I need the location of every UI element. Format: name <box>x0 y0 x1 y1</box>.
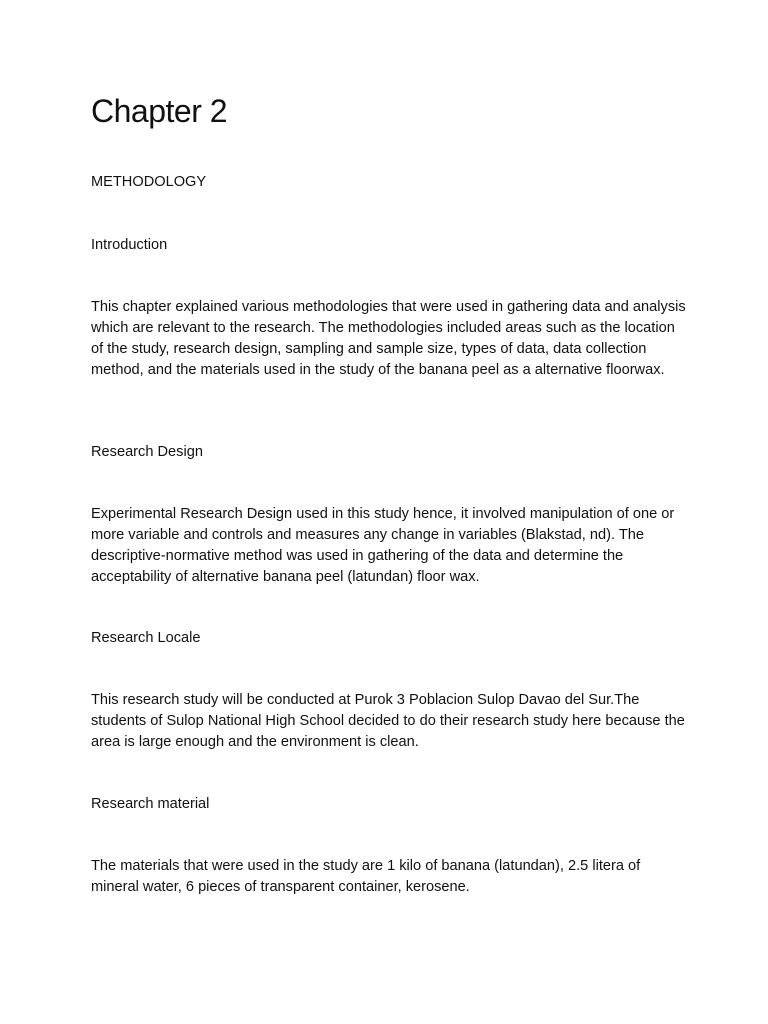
section-heading-research-locale: Research Locale <box>91 630 201 646</box>
section-heading-introduction: Introduction <box>91 237 168 253</box>
paragraph-research-material: The materials that were used in the study are 1 kilo of banana (latundan), 2.5 litera of mineral water, 6 pieces of transparent container, kerosene. <box>91 858 641 895</box>
paragraph-research-design: Experimental Research Design used in this study hence, it involved manipulation of one or more variable and controls and measures any change in variables (Blakstad, nd). The descriptive-normative method was used in gathering of the data and determine the acceptability of alternative banana peel (latundan) floor wax. <box>91 506 675 585</box>
section-heading-research-design: Research Design <box>91 444 203 460</box>
section-label: METHODOLOGY <box>91 174 207 190</box>
chapter-title: Chapter 2 <box>91 93 228 129</box>
paragraph-research-locale: This research study will be conducted at Purok 3 Poblacion Sulop Davao del Sur.The students of Sulop National High School decided to do their research study here because the area is large enough and the environment is clean. <box>91 692 685 750</box>
section-heading-research-material: Research material <box>91 796 210 812</box>
paragraph-introduction: This chapter explained various methodologies that were used in gathering data and analysis which are relevant to the research. The methodologies included areas such as the location of the study, research design, sampling and sample size, types of data, data collection method, and the materials used in the study of the banana peel as a alternative floorwax. <box>91 299 686 378</box>
